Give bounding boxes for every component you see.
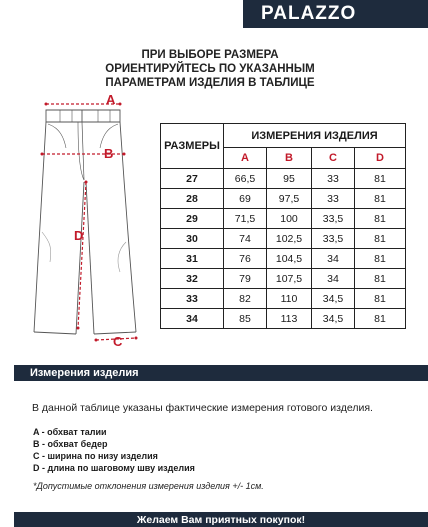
size-cell: 30 — [161, 229, 224, 249]
size-cell: 29 — [161, 209, 224, 229]
footer-banner — [14, 512, 428, 527]
waist-cell: 85 — [224, 309, 267, 329]
hip-cell: 113 — [267, 309, 312, 329]
intro-text — [40, 48, 380, 90]
intro-line-3: ПАРАМЕТРАМ ИЗДЕЛИЯ В ТАБЛИЦЕ — [105, 77, 315, 89]
hem-width-cell: 33,5 — [312, 209, 355, 229]
table-row — [161, 289, 406, 309]
inseam-cell: 81 — [355, 169, 406, 189]
size-table — [160, 123, 406, 329]
table-row — [161, 229, 406, 249]
hem-width-cell: 34 — [312, 249, 355, 269]
inseam-cell: 81 — [355, 249, 406, 269]
hem-width-cell: 34,5 — [312, 309, 355, 329]
size-cell: 28 — [161, 189, 224, 209]
hip-cell: 104,5 — [267, 249, 312, 269]
intro-line-2: ОРИЕНТИРУЙТЕСЬ ПО УКАЗАННЫМ — [105, 63, 315, 75]
hip-cell: 100 — [267, 209, 312, 229]
waist-cell: 69 — [224, 189, 267, 209]
column-a-header: A — [224, 148, 267, 169]
table-row — [161, 249, 406, 269]
inseam-cell: 81 — [355, 269, 406, 289]
inseam-cell: 81 — [355, 289, 406, 309]
section-header — [14, 365, 428, 381]
column-c-header: C — [312, 148, 355, 169]
table-row — [161, 269, 406, 289]
label-d: D — [74, 228, 84, 243]
hip-cell: 102,5 — [267, 229, 312, 249]
label-b: B — [104, 146, 114, 161]
table-row — [161, 309, 406, 329]
table-row — [161, 189, 406, 209]
brand-name: PALAZZO — [261, 3, 357, 24]
description-text: В данной таблице указаны фактические измерения готового изделия. — [32, 402, 373, 414]
size-cell: 32 — [161, 269, 224, 289]
waist-cell: 66,5 — [224, 169, 267, 189]
hem-width-cell: 34 — [312, 269, 355, 289]
measurement-legend — [33, 426, 195, 474]
hem-width-cell: 34,5 — [312, 289, 355, 309]
column-b-header: B — [267, 148, 312, 169]
size-cell: 34 — [161, 309, 224, 329]
footer-text: Желаем Вам приятных покупок! — [136, 513, 306, 526]
measure-header: ИЗМЕРЕНИЯ ИЗДЕЛИЯ — [224, 124, 406, 148]
label-c: C — [113, 334, 123, 349]
column-d-header: D — [355, 148, 406, 169]
hem-width-cell: 33,5 — [312, 229, 355, 249]
inseam-cell: 81 — [355, 309, 406, 329]
size-header: РАЗМЕРЫ — [161, 124, 224, 169]
hem-width-cell: 33 — [312, 189, 355, 209]
tolerance-note: *Допустимые отклонения измерения изделия +/- 1см. — [33, 481, 264, 491]
size-cell: 31 — [161, 249, 224, 269]
size-cell: 27 — [161, 169, 224, 189]
intro-line-1: ПРИ ВЫБОРЕ РАЗМЕРА — [141, 49, 279, 61]
legend-item-c: C - ширина по низу изделия — [33, 451, 158, 461]
hip-cell: 95 — [267, 169, 312, 189]
table-row — [161, 169, 406, 189]
hip-cell: 97,5 — [267, 189, 312, 209]
waist-cell: 74 — [224, 229, 267, 249]
brand-banner — [243, 0, 428, 28]
inseam-cell: 81 — [355, 209, 406, 229]
waist-cell: 76 — [224, 249, 267, 269]
waist-cell: 71,5 — [224, 209, 267, 229]
legend-item-d: D - длина по шаговому шву изделия — [33, 463, 195, 473]
pants-diagram — [20, 92, 170, 350]
section-title: Измерения изделия — [30, 367, 139, 379]
hem-width-cell: 33 — [312, 169, 355, 189]
size-cell: 33 — [161, 289, 224, 309]
hip-cell: 110 — [267, 289, 312, 309]
inseam-cell: 81 — [355, 189, 406, 209]
legend-item-b: B - обхват бедер — [33, 439, 108, 449]
hip-cell: 107,5 — [267, 269, 312, 289]
table-row — [161, 209, 406, 229]
label-a: A — [106, 92, 116, 107]
waist-cell: 79 — [224, 269, 267, 289]
legend-item-a: A - обхват талии — [33, 427, 107, 437]
waist-cell: 82 — [224, 289, 267, 309]
inseam-cell: 81 — [355, 229, 406, 249]
